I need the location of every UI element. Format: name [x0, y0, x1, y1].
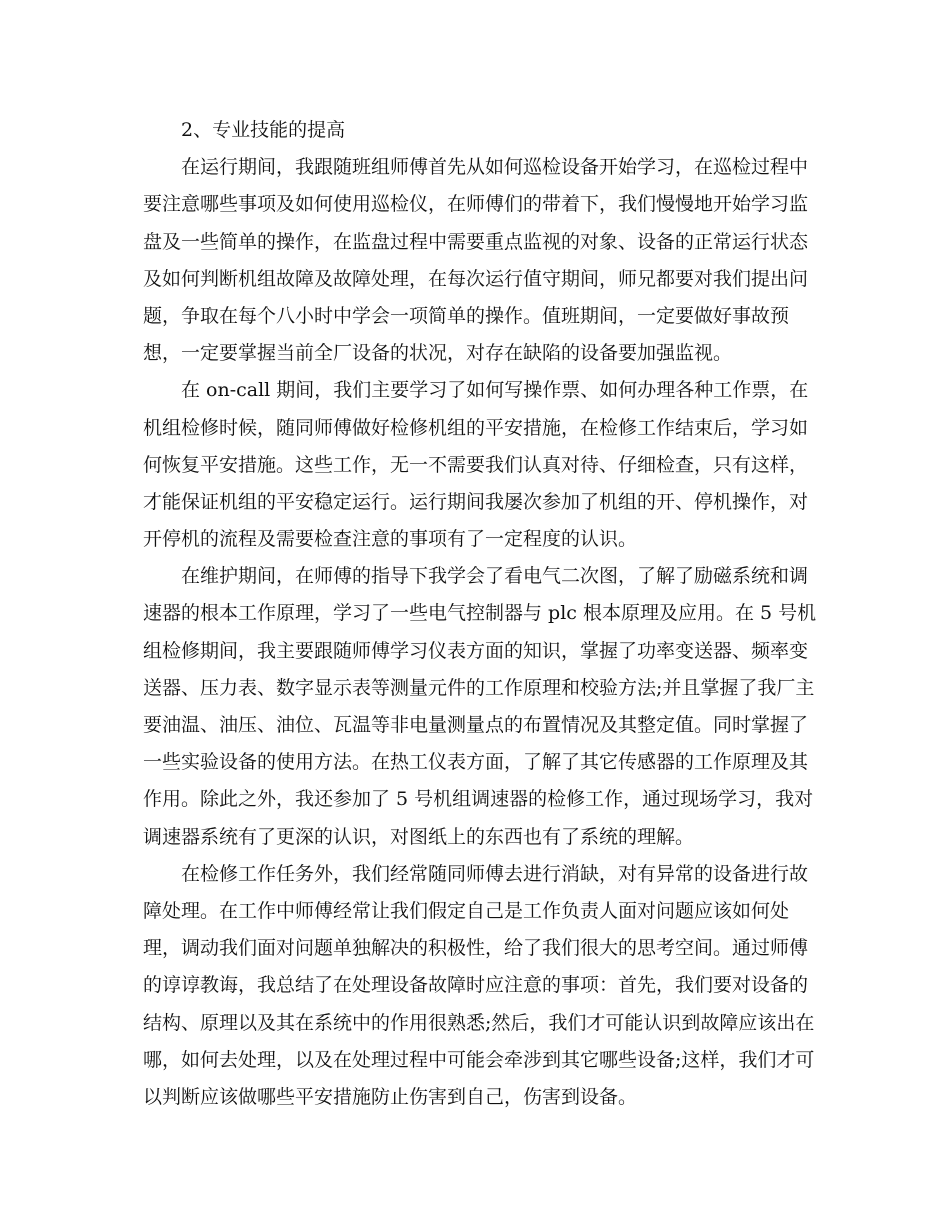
text-line: 作用。除此之外，我还参加了 5 号机组调速器的检修工作，通过现场学习，我对 — [143, 788, 814, 811]
document-body — [143, 112, 817, 1116]
text-line: 开停机的流程及需要检查注意的事项有了一定程度的认识。 — [143, 528, 638, 551]
paragraph-operation — [143, 149, 807, 372]
text-line: 理，调动我们面对问题单独解决的积极性，给了我们很大的思考空间。通过师傅 — [143, 937, 809, 960]
text-line: 何恢复平安措施。这些工作，无一不需要我们认真对待、仔细检查，只有这样， — [143, 453, 809, 476]
text-line: 组检修期间，我主要跟随师傅学习仪表方面的知识，掌握了功率变送器、频率变 — [143, 639, 809, 662]
text-line: 在 on-call 期间，我们主要学习了如何写操作票、如何办理各种工作票，在 — [181, 379, 809, 402]
section-heading: 2、专业技能的提高 — [181, 119, 346, 141]
text-line: 速器的根本工作原理，学习了一些电气控制器与 plc 根本原理及应用。在 5 号机 — [143, 602, 817, 625]
text-line: 在检修工作任务外，我们经常随同师傅去进行消缺，对有异常的设备进行故 — [181, 862, 809, 885]
text-line: 一些实验设备的使用方法。在热工仪表方面，了解了其它传感器的工作原理及其 — [143, 751, 809, 774]
text-line: 要油温、油压、油位、瓦温等非电量测量点的布置情况及其整定值。同时掌握了 — [143, 714, 809, 736]
paragraph-maintenance — [143, 558, 817, 856]
text-line: 题，争取在每个八小时中学会一项简单的操作。值班期间，一定要做好事故预 — [143, 304, 790, 327]
text-line: 想，一定要掌握当前全厂设备的状况，对存在缺陷的设备要加强监视。 — [143, 342, 733, 365]
text-line: 调速器系统有了更深的认识，对图纸上的东西也有了系统的理解。 — [143, 825, 695, 848]
paragraph-repair — [143, 856, 815, 1116]
text-line: 才能保证机组的平安稳定运行。运行期间我屡次参加了机组的开、停机操作，对 — [143, 490, 809, 513]
text-line: 送器、压力表、数字显示表等测量元件的工作原理和校验方法;并且掌握了我厂主 — [143, 676, 815, 699]
text-line: 的谆谆教诲，我总结了在处理设备故障时应注意的事项：首先，我们要对设备的 — [143, 974, 809, 997]
text-line: 及如何判断机组故障及故障处理，在每次运行值守期间，师兄都要对我们提出问 — [143, 267, 809, 290]
text-line: 结构、原理以及其在系统中的作用很熟悉;然后，我们才可能认识到故障应该出在 — [143, 1011, 815, 1034]
text-line: 以判断应该做哪些平安措施防止伤害到自己，伤害到设备。 — [143, 1085, 638, 1108]
text-line: 机组检修时候，随同师傅做好检修机组的平安措施，在检修工作结束后，学习如 — [143, 416, 809, 439]
text-line: 哪，如何去处理，以及在处理过程中可能会牵涉到其它哪些设备;这样，我们才可 — [143, 1048, 815, 1071]
paragraph-on-call — [143, 372, 807, 558]
text-line: 盘及一些简单的操作，在监盘过程中需要重点监视的对象、设备的正常运行状态 — [143, 230, 809, 253]
text-line: 要注意哪些事项及如何使用巡检仪，在师傅们的带着下，我们慢慢地开始学习监 — [143, 193, 809, 216]
text-line: 障处理。在工作中师傅经常让我们假定自己是工作负责人面对问题应该如何处 — [143, 899, 790, 922]
text-line: 在运行期间，我跟随班组师傅首先从如何巡检设备开始学习，在巡检过程中 — [181, 156, 809, 179]
text-line: 在维护期间，在师傅的指导下我学会了看电气二次图，了解了励磁系统和调 — [181, 565, 809, 588]
